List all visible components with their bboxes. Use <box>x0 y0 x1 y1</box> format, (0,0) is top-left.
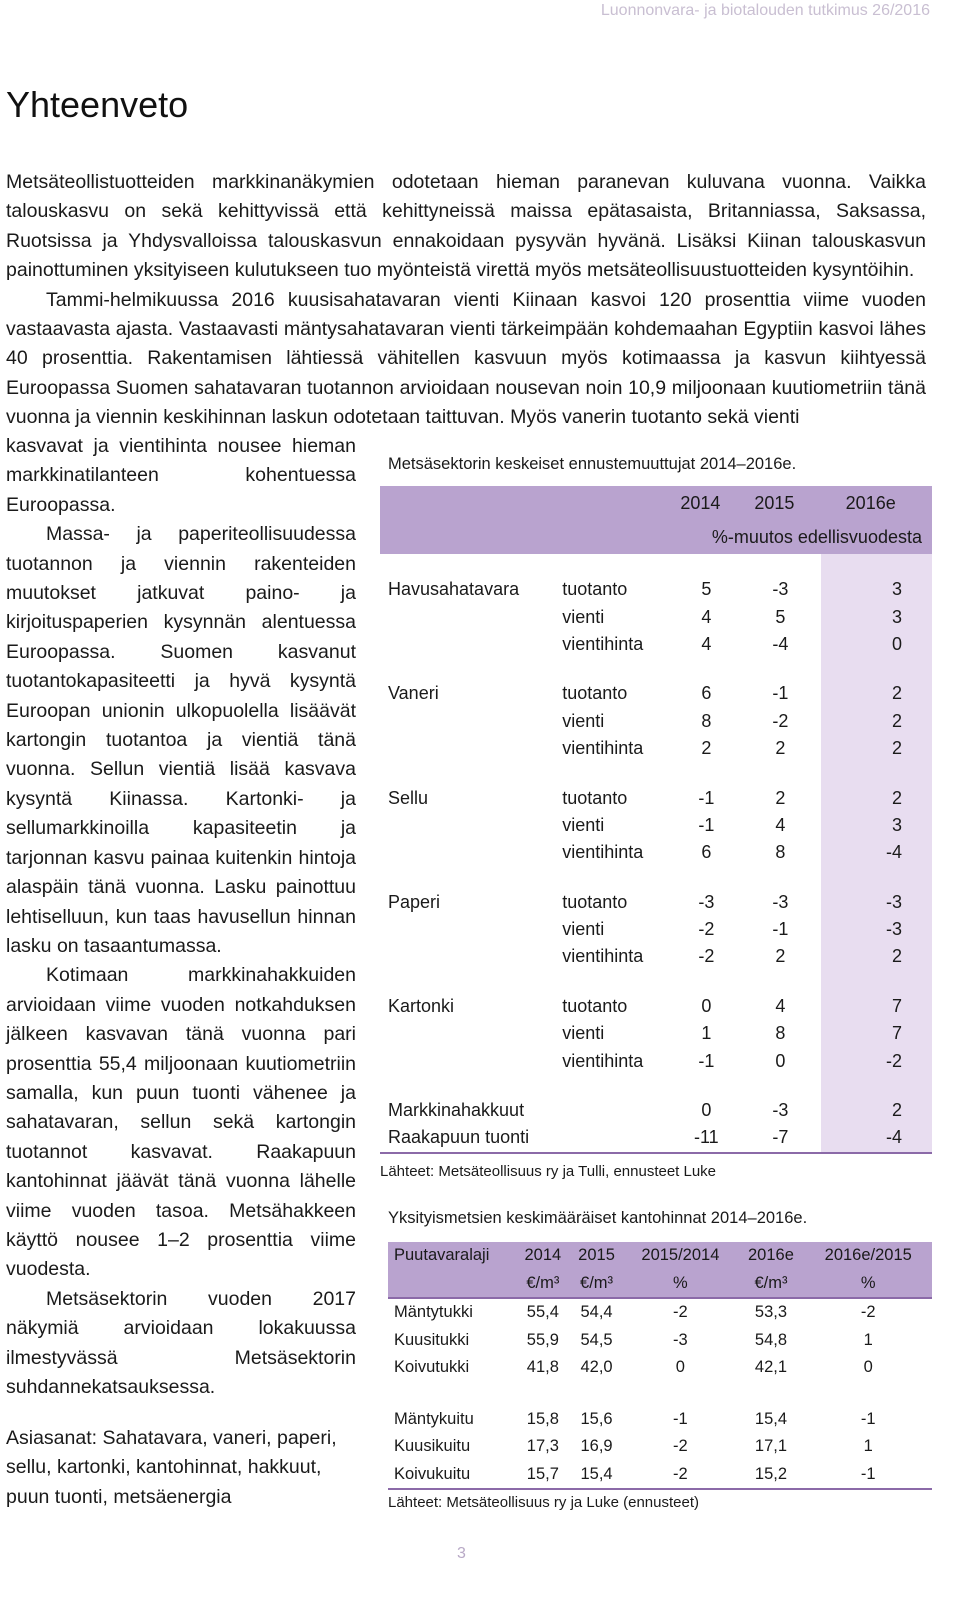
value-cell: -3 <box>698 891 715 912</box>
empty-cell <box>380 631 562 658</box>
value-cell: 17,1 <box>754 1437 788 1456</box>
row-label: vientihinta <box>562 633 644 654</box>
spacer-cell <box>673 1075 739 1097</box>
value-cell: -1 <box>673 1409 688 1428</box>
value-cell: -2 <box>772 710 789 731</box>
row-label: Koivukuitu <box>388 1461 516 1490</box>
spacer-cell <box>380 867 562 889</box>
empty-cell <box>380 1047 562 1074</box>
value-cell: -1 <box>698 787 715 808</box>
spacer-cell <box>821 1075 932 1097</box>
row-label: Mäntytukki <box>394 1303 473 1322</box>
spacer-cell <box>516 1382 570 1406</box>
row-label: Kuusikuitu <box>394 1437 471 1456</box>
stumpage-price-table <box>388 1242 932 1514</box>
value-cell: 54,4 <box>580 1303 613 1322</box>
table-row <box>380 993 932 1020</box>
column-header: Puutavaralaji <box>388 1242 516 1270</box>
value-cell: -1 <box>698 814 715 835</box>
value-cell: 2 <box>821 708 932 735</box>
value-cell: 2 <box>775 787 786 808</box>
table-row <box>388 1327 932 1355</box>
spacer-row <box>380 554 932 576</box>
value-cell: 15,7 <box>516 1461 570 1490</box>
spacer-cell <box>388 1382 516 1406</box>
value-cell: 0 <box>675 1358 685 1377</box>
spacer-cell <box>805 1382 933 1406</box>
spacer-cell <box>623 1382 737 1406</box>
page-number: 3 <box>457 1545 466 1562</box>
spacer-cell <box>380 1075 562 1097</box>
empty-cell <box>380 916 562 943</box>
spacer-cell <box>562 1075 673 1097</box>
row-label: Raakapuun tuonti <box>380 1124 673 1152</box>
spacer-row <box>380 971 932 993</box>
value-cell: 5 <box>701 579 712 600</box>
spacer-cell <box>562 554 673 576</box>
table-header-row <box>388 1242 932 1270</box>
value-cell: 3 <box>821 812 932 839</box>
value-cell: 2 <box>821 943 932 970</box>
spacer-cell <box>562 762 673 784</box>
keywords: Asiasanat: Sahatavara, vaneri, paperi, sellu, kartonki, kantohinnat, hakkuut, puun tuonti, metsäenergia <box>6 1427 337 1508</box>
value-cell: 2 <box>821 735 932 762</box>
value-cell: 15,6 <box>580 1409 613 1428</box>
spacer-row <box>380 762 932 784</box>
row-label: Kuusitukki <box>394 1330 470 1349</box>
value-cell: 8 <box>775 1023 786 1044</box>
table-row <box>380 1020 932 1047</box>
spacer-cell <box>673 971 739 993</box>
table-header-row <box>380 486 932 520</box>
forecast-table <box>380 486 932 1185</box>
value-cell: 6 <box>701 842 712 863</box>
value-cell: 55,4 <box>526 1303 559 1322</box>
value-cell: 42,1 <box>754 1358 788 1377</box>
value-cell: -1 <box>805 1461 933 1490</box>
value-cell: -3 <box>821 889 932 916</box>
row-label: tuotanto <box>562 891 628 912</box>
spacer-cell <box>562 867 673 889</box>
spacer-cell <box>562 658 673 680</box>
value-cell: 4 <box>775 814 786 835</box>
row-label: tuotanto <box>562 995 628 1016</box>
value-cell: 2 <box>775 738 786 759</box>
value-cell: 6 <box>701 683 712 704</box>
value-cell: 54,8 <box>754 1330 788 1349</box>
value-cell: 2 <box>775 946 786 967</box>
value-cell: -7 <box>739 1124 821 1152</box>
value-cell: 15,8 <box>526 1409 559 1428</box>
spacer-cell <box>739 867 821 889</box>
spacer-cell <box>673 554 739 576</box>
value-cell: 0 <box>775 1050 786 1071</box>
empty-cell <box>380 1020 562 1047</box>
table-row <box>380 631 932 658</box>
value-cell: -2 <box>698 919 715 940</box>
value-cell: -4 <box>821 839 932 866</box>
unit-cell: €/m³ <box>570 1270 624 1299</box>
value-cell: 7 <box>821 993 932 1020</box>
value-cell: 15,4 <box>570 1461 624 1490</box>
value-cell: 7 <box>821 1020 932 1047</box>
table-row <box>388 1298 932 1327</box>
paragraph-4: Kotimaan markkinahakkuiden arvioidaan viime vuoden notkahduksen jälkeen kasvavan tänä vuonna pari prosenttia 55,4 miljoonaan kuutiometriin samalla, kun puun tuonti vähenee ja sahatavaran, sellun sekä kartongin tuotannot kasvavat. Raakapuun kantohinnat jäävät tänä vuonna lähelle viime vuoden tasoa. Metsähakkeen käyttö nousee 1–2 prosenttia viime vuodesta. <box>6 964 356 1281</box>
table-row <box>380 943 932 970</box>
unit-row <box>388 1270 932 1299</box>
value-cell: 53,3 <box>754 1303 788 1322</box>
paragraph-2: Tammi-helmikuussa 2016 kuusisahatavaran vienti Kiinaan kasvoi 120 prosenttia viime vuoden vastaavasta ajasta. Vastaavasti mäntysahatavaran vienti tärkeimpään kohdemaahan Egyptiin kasvoi lähes 40 prosenttia. Rakentamisen lähtiessä vähitellen kasvuun myös kotimaassa ja kasvun kiihtyessä Euroopassa Suomen sahatavaran tuotannon arvioidaan nousevan noin 10,9 miljoonaan kuutiometriin tänä vuonna ja viennin keskihinnan laskun odotetaan taittuvan. Myös vanerin tuotanto sekä vienti <box>6 288 926 429</box>
value-cell: 42,0 <box>580 1358 613 1377</box>
value-cell: 17,3 <box>526 1437 559 1456</box>
table-row <box>380 784 932 811</box>
value-cell: 41,8 <box>526 1358 559 1377</box>
empty-cell <box>380 812 562 839</box>
spacer-cell <box>562 971 673 993</box>
value-cell: 4 <box>701 606 712 627</box>
table-row <box>380 1047 932 1074</box>
value-cell: 8 <box>775 842 786 863</box>
table-row <box>380 735 932 762</box>
spacer-cell <box>739 1075 821 1097</box>
spacer-cell <box>380 971 562 993</box>
row-label: Markkinahakkuut <box>388 1100 525 1121</box>
value-cell: -1 <box>772 683 789 704</box>
spacer-cell <box>821 971 932 993</box>
spacer-cell <box>673 658 739 680</box>
row-label: vientihinta <box>562 842 644 863</box>
spacer-cell <box>739 554 821 576</box>
spacer-row <box>380 1075 932 1097</box>
value-cell: 3 <box>821 576 932 603</box>
row-label: vienti <box>562 919 605 940</box>
row-label: tuotanto <box>562 579 628 600</box>
year-header: 2016e <box>821 486 932 520</box>
empty-cell <box>380 708 562 735</box>
spacer-cell <box>737 1382 804 1406</box>
table-row <box>388 1461 932 1490</box>
value-cell: 54,5 <box>580 1330 613 1349</box>
value-cell: -2 <box>860 1303 876 1322</box>
value-cell: 3 <box>821 603 932 630</box>
value-cell: -2 <box>673 1437 688 1456</box>
unit-cell <box>388 1270 516 1299</box>
table-row <box>380 889 932 916</box>
row-label: tuotanto <box>562 787 628 808</box>
paragraph-1: Metsäteollistuotteiden markkinanäkymien odotetaan hieman paranevan kuluvana vuonna. Vaikka talouskasvu on sekä kehittyvissä että kehittyneissä maissa epätasaista, Britanniassa, Saksassa, Ruotsissa ja Yhdysvalloissa talouskasvun ennakoidaan pysyvän hyvänä. Lisäksi Kiinan talouskasvun painottuminen yksityiseen kulutukseen tuo myönteistä virettä myös metsäteollisuustuotteiden kysyntöihin. <box>6 171 926 282</box>
value-cell: -4 <box>821 1124 932 1152</box>
row-label: vienti <box>562 710 605 731</box>
unit-cell: €/m³ <box>516 1270 570 1299</box>
spacer-cell <box>739 658 821 680</box>
table2-caption: Yksityismetsien keskimääräiset kantohinnat 2014–2016e. <box>388 1209 808 1227</box>
value-cell: 1 <box>863 1330 873 1349</box>
table-row <box>380 1124 932 1152</box>
row-label: vientihinta <box>562 738 644 759</box>
left-column-text <box>6 432 356 1402</box>
row-label: vienti <box>562 606 605 627</box>
table-row <box>388 1406 932 1434</box>
value-cell: -2 <box>673 1303 688 1322</box>
value-cell: 0 <box>863 1358 873 1377</box>
value-cell: -1 <box>772 919 789 940</box>
value-cell: -4 <box>772 633 789 654</box>
source-row <box>388 1489 932 1514</box>
value-cell: -2 <box>821 1047 932 1074</box>
value-cell: 0 <box>701 995 712 1016</box>
table1-caption: Metsäsektorin keskeiset ennustemuuttujat 2014–2016e. <box>388 455 797 473</box>
paragraph-5: Metsäsektorin vuoden 2017 näkymiä arvioidaan lokakuussa ilmestyvässä Metsäsektorin suhdannekatsauksessa. <box>6 1287 356 1398</box>
spacer-cell <box>673 867 739 889</box>
value-cell: 2 <box>821 680 932 707</box>
value-cell: 4 <box>701 633 712 654</box>
column-header: 2015 <box>570 1242 624 1270</box>
paragraph-3: Massa- ja paperiteollisuudessa tuotannon ja viennin rakenteiden muutokset jatkuvat paino- ja kirjoituspaperien kysynnän alentuessa Euroopassa. Suomen kasvanut tuotantokapasiteetti ja hyvä kysyntä Euroopan unionin ulkopuolella lisäävät kartongin tuotantoa ja vientiä tänä vuonna. Sellun vientiä lisää kasvava kysyntä Kiinassa. Kartonki- ja sellumarkkinoilla kapasiteetin ja tarjonnan kasvu painaa kuitenkin hintoja alaspäin tänä vuonna. Lasku painottuu lehtiselluun, kun taas havusellun hinnan lasku on tasaantumassa. <box>6 523 356 957</box>
value-cell: 2 <box>701 738 712 759</box>
column-header: 2014 <box>516 1242 570 1270</box>
value-cell: 8 <box>701 710 712 731</box>
value-cell: -2 <box>623 1461 737 1490</box>
group-label: Havusahatavara <box>388 579 520 600</box>
value-cell: -3 <box>772 579 789 600</box>
table-row <box>380 839 932 866</box>
spacer-cell <box>821 867 932 889</box>
value-cell: 0 <box>821 631 932 658</box>
header-cell <box>380 486 562 520</box>
value-cell: -2 <box>698 946 715 967</box>
value-cell: 55,9 <box>526 1330 559 1349</box>
value-cell: 5 <box>775 606 786 627</box>
value-cell: -11 <box>673 1124 739 1152</box>
value-cell: -3 <box>673 1330 688 1349</box>
empty-cell <box>380 603 562 630</box>
table-subheader-row <box>380 520 932 554</box>
row-label: vientihinta <box>562 1050 644 1071</box>
value-cell: 4 <box>775 995 786 1016</box>
header-cell <box>562 486 673 520</box>
paragraph-2-continued: kasvavat ja vientihinta nousee hieman markkinatilanteen kohentuessa Euroopassa. <box>6 435 356 516</box>
year-header: 2014 <box>673 486 739 520</box>
value-cell: 15,4 <box>754 1409 788 1428</box>
value-cell: -3 <box>821 916 932 943</box>
year-header: 2015 <box>739 486 821 520</box>
spacer-cell <box>821 554 932 576</box>
unit-cell: % <box>805 1270 933 1299</box>
group-label: Sellu <box>388 787 429 808</box>
subheader-label: %-muutos edellisvuodesta <box>673 520 932 554</box>
value-cell: 2 <box>821 784 932 811</box>
column-header: 2016e <box>737 1242 804 1270</box>
table-row <box>380 812 932 839</box>
empty-cell <box>380 839 562 866</box>
table-row <box>380 916 932 943</box>
value-cell: -3 <box>772 1100 789 1121</box>
spacer-cell <box>380 554 562 576</box>
empty-cell <box>380 735 562 762</box>
row-label: vienti <box>562 1023 605 1044</box>
value-cell: 1 <box>863 1437 873 1456</box>
spacer-cell <box>673 762 739 784</box>
row-label: Mäntykuitu <box>394 1409 474 1428</box>
value-cell: -1 <box>698 1050 715 1071</box>
table-row <box>380 576 932 603</box>
spacer-row <box>380 658 932 680</box>
value-cell: 16,9 <box>580 1437 613 1456</box>
table-row <box>380 1097 932 1124</box>
unit-cell: % <box>623 1270 737 1299</box>
value-cell: -3 <box>772 891 789 912</box>
running-header: Luonnonvara- ja biotalouden tutkimus 26/2016 <box>600 2 930 19</box>
spacer-row <box>380 867 932 889</box>
header-cell <box>562 520 673 554</box>
table-row <box>380 603 932 630</box>
group-label: Paperi <box>388 891 441 912</box>
spacer-cell <box>821 658 932 680</box>
table1-source: Lähteet: Metsäteollisuus ry ja Tulli, ennusteet Luke <box>380 1162 717 1180</box>
header-cell <box>380 520 562 554</box>
spacer-row <box>388 1382 932 1406</box>
row-label: vienti <box>562 814 605 835</box>
value-cell: 0 <box>701 1100 712 1121</box>
column-header: 2015/2014 <box>623 1242 737 1270</box>
table2-source: Lähteet: Metsäteollisuus ry ja Luke (ennusteet) <box>388 1493 700 1511</box>
column-header: 2016e/2015 <box>805 1242 933 1270</box>
table-row <box>388 1433 932 1461</box>
spacer-cell <box>570 1382 624 1406</box>
table-row <box>388 1354 932 1382</box>
spacer-cell <box>380 658 562 680</box>
spacer-cell <box>739 762 821 784</box>
value-cell: 1 <box>701 1023 712 1044</box>
intro-text <box>6 168 926 433</box>
spacer-cell <box>739 971 821 993</box>
row-label: tuotanto <box>562 683 628 704</box>
value-cell: 15,2 <box>737 1461 804 1490</box>
unit-cell: €/m³ <box>737 1270 804 1299</box>
spacer-cell <box>821 762 932 784</box>
empty-cell <box>380 943 562 970</box>
group-label: Kartonki <box>388 995 455 1016</box>
value-cell: 2 <box>821 1097 932 1124</box>
spacer-cell <box>380 762 562 784</box>
row-label: vientihinta <box>562 946 644 967</box>
source-row <box>380 1153 932 1185</box>
page-title: Yhteenveto <box>6 84 189 125</box>
value-cell: -1 <box>860 1409 876 1428</box>
group-label: Vaneri <box>388 683 439 704</box>
table-row <box>380 680 932 707</box>
row-label: Koivutukki <box>394 1358 470 1377</box>
table-row <box>380 708 932 735</box>
